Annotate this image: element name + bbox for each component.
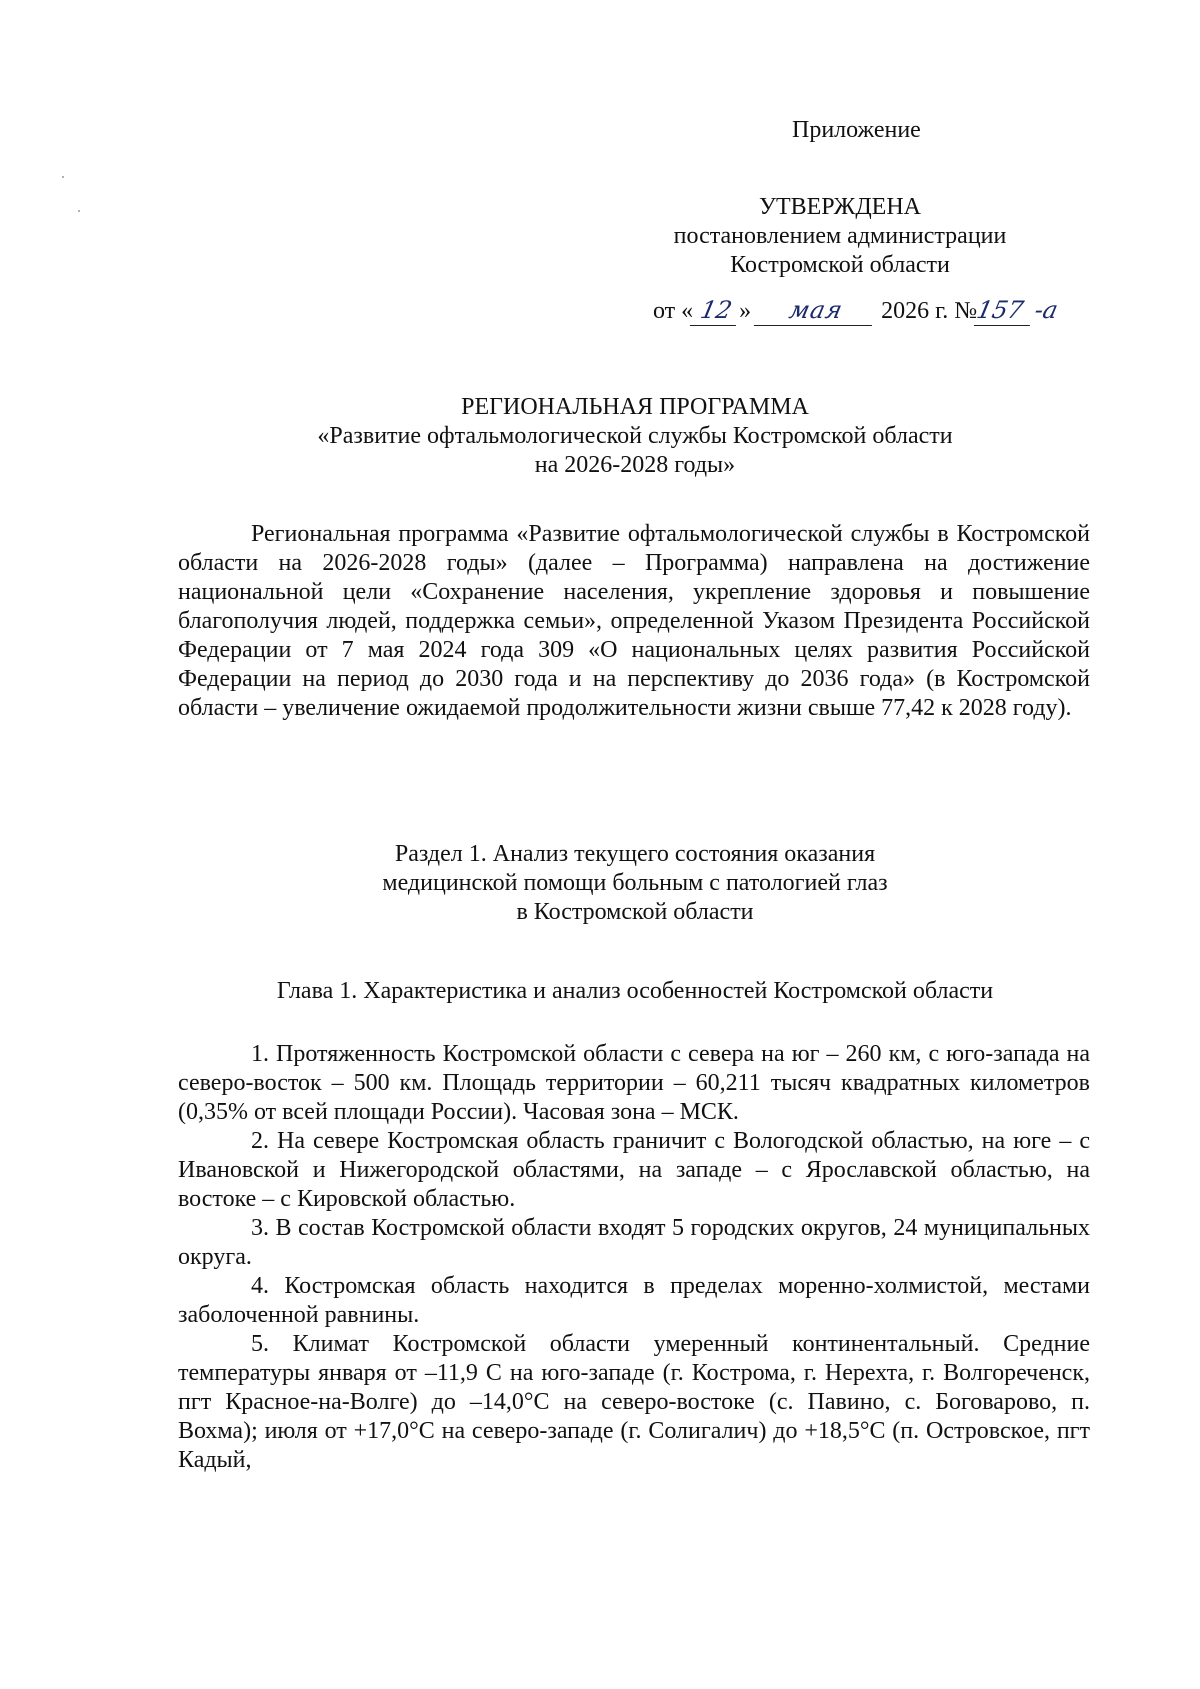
approval-date-line — [653, 296, 1061, 326]
handwritten-doc-number: 157 — [974, 296, 1036, 326]
scan-speck — [78, 210, 80, 212]
scan-speck — [62, 176, 64, 178]
list-item: 2. На севере Костромская область граничит с Вологодской областью, на юге – с Ивановской и Нижегородской областями, на западе – с Ярославской областью, на востоке – с Кировской областью. — [178, 1128, 1090, 1212]
approval-stamp-text — [610, 193, 1070, 280]
handwritten-month: мая — [754, 296, 878, 326]
section-heading-line-1: Раздел 1. Анализ текущего состояния оказания — [394, 841, 876, 867]
list-item: 1. Протяженность Костромской области с севера на юг – 260 км, с юго-запада на северо-восток – 500 км. Площадь территории – 60,211 тысяч квадратных километров (0,35% от всей площади России). Часовая зона – МСК. — [178, 1041, 1090, 1125]
list-item: 4. Костромская область находится в пределах моренно-холмистой, местами заболоченной равнины. — [178, 1273, 1090, 1328]
approved-by-line: постановлением администрации — [673, 223, 1007, 249]
intro-paragraph-block — [178, 520, 1090, 723]
program-title — [180, 393, 1090, 480]
section-heading-line-2: медицинской помощи больным с патологией глаз — [382, 870, 888, 896]
list-item: 3. В состав Костромской области входят 5 городских округов, 24 муниципальных округа. — [178, 1215, 1090, 1270]
program-title-line-2: «Развитие офтальмологической службы Костромской области — [317, 423, 953, 449]
date-prefix: от « — [653, 298, 694, 324]
approved-label: УТВЕРЖДЕНА — [758, 194, 922, 220]
date-year: 2026 г. № — [881, 298, 978, 324]
appendix-label: Приложение — [792, 117, 921, 143]
list-item: 5. Климат Костромской области умеренный континентальный. Средние температуры января от –11,9 С на юго-западе (г. Кострома, г. Нерехта, г. Волгореченск, пгт Красное-на-Волге) до –14,0°С на северо-востоке (с. Павино, с. Боговарово, п. Вохма); июля от +17,0°С на северо-западе (г. Солигалич) до +18,5°С (п. Островское, пгт Кадый, — [178, 1331, 1090, 1473]
handwritten-day: 12 — [690, 296, 742, 326]
intro-paragraph: Региональная программа «Развитие офтальмологической службы в Костромской области на 2026-2028 годы» (далее – Программа) направлена на достижение национальной цели «Сохранение населения, укрепление здоровья и повышение благополучия людей, поддержка семьи», определенной Указом Президента Российской Федерации от 7 мая 2024 года 309 «О национальных целях развития Российской Федерации на период до 2030 года и на перспективу до 2036 года» (в Костромской области – увеличение ожидаемой продолжительности жизни свыше 77,42 к 2028 году). — [178, 521, 1090, 721]
date-quote: » — [739, 298, 752, 324]
section-heading-line-3: в Костромской области — [516, 899, 754, 925]
program-title-line-1: РЕГИОНАЛЬНАЯ ПРОГРАММА — [461, 394, 809, 420]
chapter-heading: Глава 1. Характеристика и анализ особенностей Костромской области — [276, 978, 994, 1004]
numbered-items — [178, 1040, 1090, 1475]
section-heading — [180, 840, 1090, 927]
approved-region-line: Костромской области — [730, 252, 950, 278]
handwritten-doc-suffix: -а — [1032, 296, 1061, 324]
program-title-line-3: на 2026-2028 годы» — [534, 452, 736, 478]
